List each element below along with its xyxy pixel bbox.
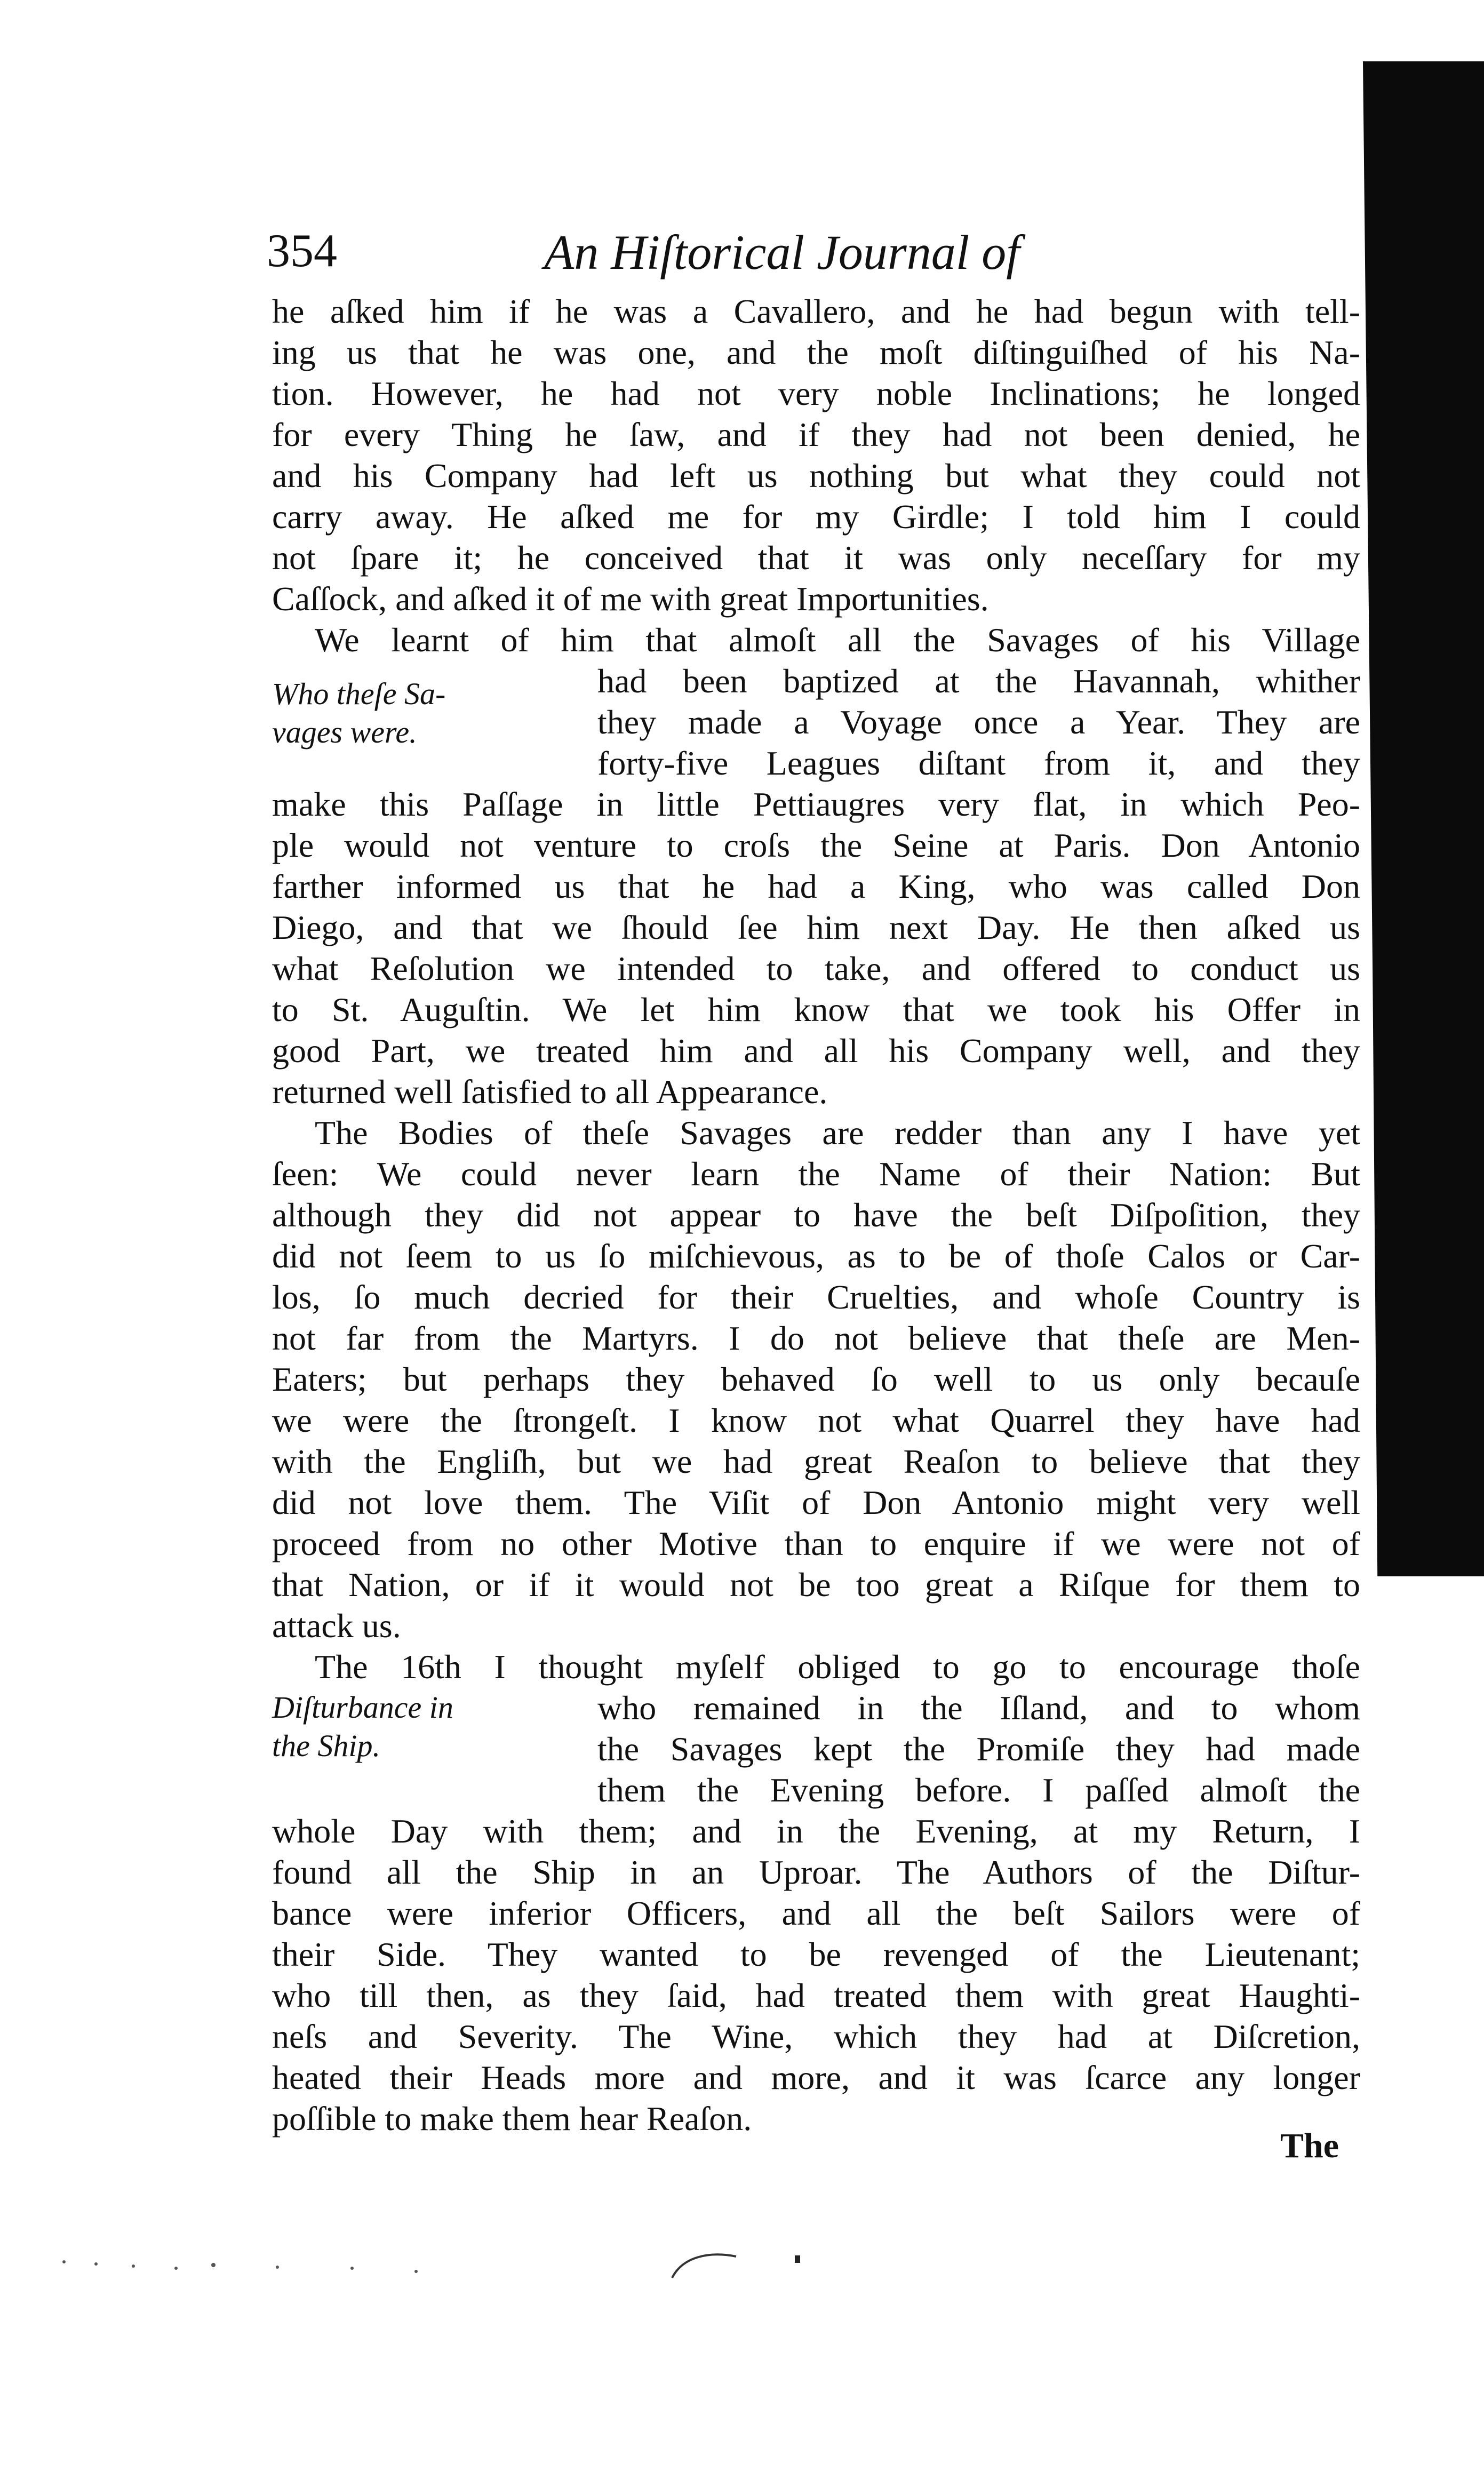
text-line: who till then, as they ſaid, had treated them with great Haughti- — [272, 1976, 1360, 2014]
text-line: good Part, we treated him and all his Company well, and they — [272, 1032, 1360, 1070]
text-line: although they did not appear to have the beſt Diſpoſition, they — [272, 1196, 1360, 1234]
text-line: ing us that he was one, and the moſt diſtinguiſhed of his Na- — [272, 333, 1360, 371]
text-line: what Reſolution we intended to take, and offered to conduct us — [272, 950, 1360, 987]
catchword: The — [1280, 2126, 1339, 2165]
text-line: make this Paſſage in little Pettiaugres very flat, in which Peo- — [272, 785, 1360, 823]
text-line: ſeen: We could never learn the Name of their Nation: But — [272, 1155, 1360, 1193]
body-text — [272, 291, 1360, 2139]
text-line: heated their Heads more and more, and it was ſcarce any longer — [272, 2059, 1360, 2096]
text-line: We learnt of him that almoſt all the Savages of his Village — [315, 621, 1360, 659]
page-header — [267, 224, 1099, 293]
text-line: for every Thing he ſaw, and if they had not been denied, he — [272, 416, 1360, 453]
text-line: Diego, and that we ſhould ſee him next Day. He then aſked us — [272, 908, 1360, 946]
text-line: returned well ſatisfied to all Appearance. — [272, 1073, 828, 1111]
sidenote-line: Diſturbance in — [272, 1690, 453, 1725]
sidenote-line: Who theſe Sa- — [272, 676, 446, 711]
text-line: we were the ſtrongeſt. I know not what Quarrel they have had — [272, 1401, 1360, 1439]
scan-specks — [53, 2240, 853, 2294]
text-line: they made a Voyage once a Year. They are — [597, 703, 1360, 741]
text-line: The 16th I thought myſelf obliged to go to encourage thoſe — [315, 1648, 1360, 1686]
text-line: ple would not venture to croſs the Seine at Paris. Don Antonio — [272, 826, 1360, 864]
text-line: proceed from no other Motive than to enquire if we were not of — [272, 1525, 1360, 1562]
text-line: neſs and Severity. The Wine, which they had at Diſcretion, — [272, 2018, 1360, 2055]
text-line: with the Engliſh, but we had great Reaſon to believe that they — [272, 1442, 1360, 1480]
text-line: bance were inferior Officers, and all the beſt Sailors were of — [272, 1894, 1360, 1932]
running-title: An Hiſtorical Journal of — [544, 225, 1020, 280]
text-line: had been baptized at the Havannah, whither — [597, 662, 1360, 700]
text-line: forty-five Leagues diſtant from it, and they — [597, 744, 1360, 782]
text-line: their Side. They wanted to be revenged of the Lieutenant; — [272, 1935, 1360, 1973]
page-edge-shadow — [1363, 61, 1484, 1576]
text-line: The Bodies of theſe Savages are redder than any I have yet — [315, 1114, 1360, 1152]
text-line: farther informed us that he had a King, who was called Don — [272, 867, 1360, 905]
sidenote-line: vages were. — [272, 715, 417, 749]
text-line: poſſible to make them hear Reaſon. — [272, 2100, 752, 2138]
text-line: to St. Auguſtin. We let him know that we took his Offer in — [272, 991, 1360, 1028]
text-line: found all the Ship in an Uproar. The Authors of the Diſtur- — [272, 1853, 1360, 1891]
text-line: carry away. He aſked me for my Girdle; I told him I could — [272, 498, 1360, 536]
text-line: not far from the Martyrs. I do not believe that theſe are Men- — [272, 1319, 1360, 1357]
text-line: the Savages kept the Promiſe they had made — [597, 1730, 1360, 1768]
text-line: attack us. — [272, 1607, 401, 1645]
text-line: and his Company had left us nothing but what they could not — [272, 457, 1360, 495]
page-number: 354 — [267, 225, 337, 277]
text-line: he aſked him if he was a Cavallero, and he had begun with tell- — [272, 292, 1360, 330]
text-line: did not ſeem to us ſo miſchievous, as to be of thoſe Calos or Car- — [272, 1237, 1360, 1275]
text-line: tion. However, he had not very noble Inclinations; he longed — [272, 374, 1360, 412]
text-line: whole Day with them; and in the Evening, at my Return, I — [272, 1812, 1360, 1850]
text-line: that Nation, or if it would not be too great a Riſque for them to — [272, 1566, 1360, 1604]
text-line: who remained in the Iſland, and to whom — [597, 1689, 1360, 1727]
text-line: los, ſo much decried for their Cruelties, and whoſe Country is — [272, 1278, 1360, 1316]
text-line: not ſpare it; he conceived that it was only neceſſary for my — [272, 539, 1360, 577]
text-line: them the Evening before. I paſſed almoſt the — [597, 1771, 1360, 1809]
text-line: Eaters; but perhaps they behaved ſo well to us only becauſe — [272, 1360, 1360, 1398]
text-line: did not love them. The Viſit of Don Antonio might very well — [272, 1484, 1360, 1521]
text-line: Caſſock, and aſked it of me with great Importunities. — [272, 580, 989, 618]
sidenote-line: the Ship. — [272, 1728, 380, 1763]
